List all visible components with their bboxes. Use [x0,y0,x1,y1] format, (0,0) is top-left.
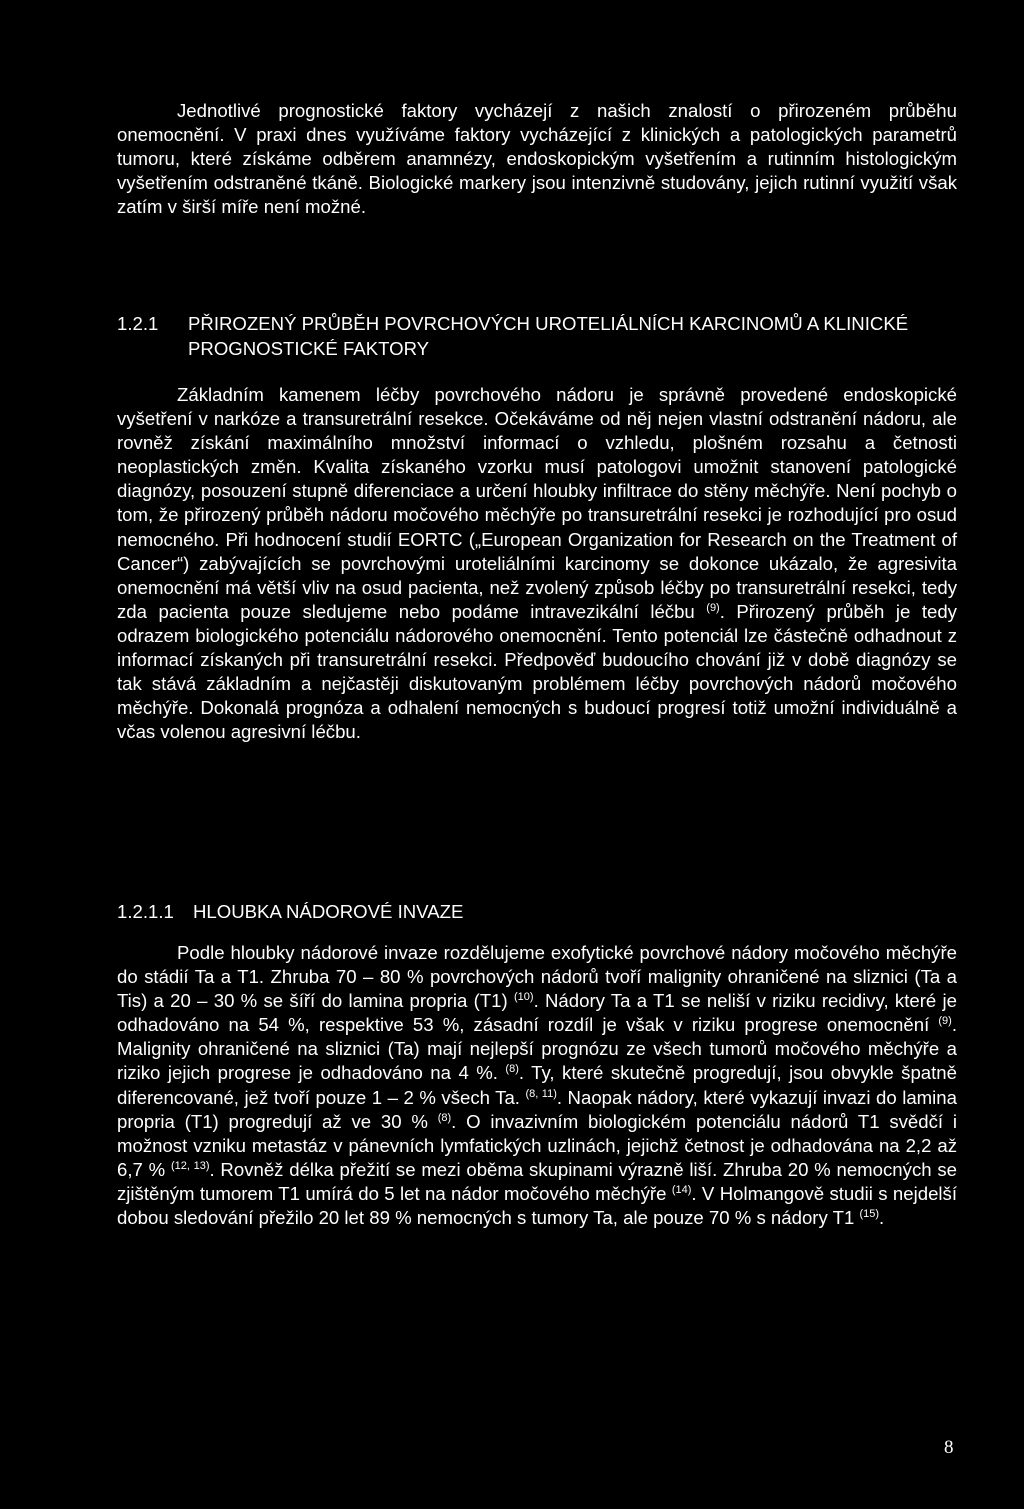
paragraph-text: Podle hloubky nádorové invaze rozdělujeme exofytické povrchové nádory močového měchýře do stádií Ta a T1. Zhruba 70 – 80 % povrchových nádorů tvoří malignity ohraničené na sliznici (Ta a Tis) a 20 – 30 % se šíří do lamina propria (T1) [117,942,957,1012]
section-heading-1-2-1 [117,311,957,361]
paragraph-text: . Přirozený průběh je tedy odrazem biologického potenciálu nádorového onemocnění. Tento potenciál lze částečně odhadnout z informací získaných při transuretrální resekci. Předpověď budoucího chování již v době diagnózy se tak stává základním a nejčastěji diskutovaným problémem léčby povrchových nádorů močového měchýře. Dokonalá prognóza a odhalení nemocných s budoucí progresí totiž umožní individuálně a včas volenou agresivní léčbu. [117,600,957,743]
paragraph-text: . O invazivním biologickém potenciálu nádorů T1 svědčí i možnost vzniku metastáz v pánevních lymfatických uzlinách, jejichž četnost je odhadována na 2,2 až 6,7 % [117,1110,957,1180]
page-number: 8 [944,1437,954,1458]
paragraph-intro [117,99,957,219]
citation-ref: (9) [706,601,720,614]
citation-ref: (8) [505,1063,519,1076]
paragraph-text: Základním kamenem léčby povrchového nádoru je správně provedené endoskopické vyšetření v narkóze a transuretrální resekce. Očekáváme od něj nejen vlastní odstranění nádoru, ale rovněž získání maximálního množství informací o vzhledu, plošném rozsahu a četnosti neoplastických změn. Kvalita získaného vzorku musí patologovi umožnit stanovení patologické diagnózy, posouzení stupně diferenciace a určení hloubky infiltrace do stěny měchýře. Není pochyb o tom, že přirozený průběh nádoru močového měchýře po transuretrální resekci je rozhodující pro osud nemocného. Při hodnocení studií EORTC („European Organization for Research on the Treatment of Cancer“) zabývajících se povrchovými uroteliálními karcinomy se dokonce ukázalo, že agresivita onemocnění má větší vliv na osud pacienta, než zvolený způsob léčby po transuretrální resekci, tedy zda pacienta pouze sledujeme nebo podáme intravezikální léčbu [117,384,957,622]
paragraph-text: . Nádory Ta a T1 se neliší v riziku recidivy, které je odhadováno na 54 %, respektive 53 %, zásadní rozdíl je však v riziku progrese onemocnění [117,990,957,1036]
citation-ref: (12, 13) [170,1159,210,1172]
citation-ref: (15) [859,1207,880,1220]
section-title: HLOUBKA NÁDOROVÉ INVAZE [193,901,464,922]
section-heading-1-2-1-1 [117,899,957,924]
citation-ref: (10) [514,991,534,1003]
paragraph-text: . Malignity ohraničené na sliznici (Ta) mají nejlepší prognózu ze všech tumorů močového měchýře a riziko jejich progrese je odhadováno na 4 %. [117,1014,957,1084]
citation-ref: (8) [437,1111,452,1124]
section-number: 1.2.1.1 [117,901,174,922]
paragraph-invasion-depth [117,941,957,1230]
section-number: 1.2.1 [117,313,159,334]
paragraph-natural-course [117,383,957,744]
citation-ref: (14) [671,1183,692,1196]
citation-ref: (9) [938,1015,952,1028]
paragraph-text: . Rovněž délka přežití se mezi oběma skupinami výrazně liší. Zhruba 20 % nemocných se zjištěným tumorem T1 umírá do 5 let na nádor močového měchýře [117,1158,957,1204]
section-title: PŘIROZENÝ PRŮBĚH POVRCHOVÝCH UROTELIÁLNÍCH KARCINOMŮ A KLINICKÉ PROGNOSTICKÉ FAKTORY [188,313,909,359]
paragraph-text: . V Holmangově studii s nejdelší dobou sledování přežilo 20 let 89 % nemocných s tumory Ta, ale pouze 70 % s nádory T1 [117,1182,958,1229]
paragraph-text: . [879,1207,885,1229]
paragraph-text: . Naopak nádory, které vykazují invazi do lamina propria (T1) progredují až ve 30 % [117,1086,957,1132]
citation-ref: (8, 11) [525,1087,557,1100]
paragraph-intro-text: Jednotlivé prognostické faktory vycházejí z našich znalostí o přirozeném průběhu onemocnění. V praxi dnes využíváme faktory vycházející z klinických a patologických parametrů tumoru, které získáme odběrem anamnézy, endoskopickým vyšetřením a rutinním histologickým vyšetřením odstraněné tkáně. Biologické markery jsou intenzivně studovány, jejich rutinní využití však zatím v širší míře není možné. [117,100,957,218]
paragraph-text: . Ty, které skutečně progredují, jsou obvykle špatně diferencované, jež tvoří pouze 1 – 2 % všech Ta. [117,1062,957,1108]
